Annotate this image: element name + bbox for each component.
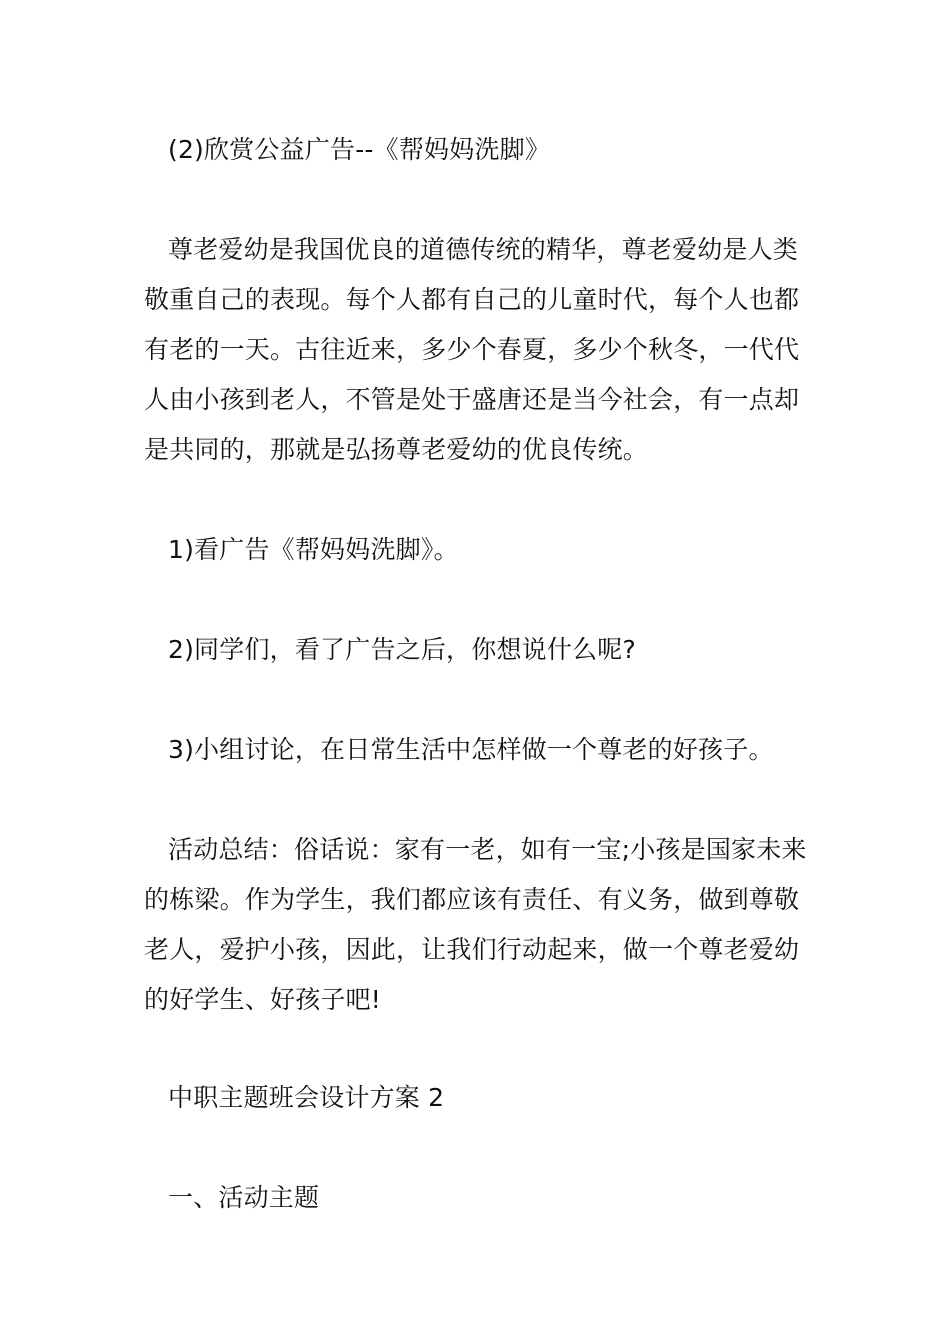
paragraph-activity-summary: 活动总结：俗话说：家有一老，如有一宝;小孩是国家未来的栋梁。作为学生，我们都应该有责任、有义务，做到尊敬老人，爱护小孩，因此，让我们行动起来，做一个尊老爱幼的好学生、好孩子吧! — [144, 835, 807, 1014]
paragraph-step-1: 1)看广告《帮妈妈洗脚》。 — [168, 535, 459, 564]
section-heading-activity-theme: 一、活动主题 — [168, 1183, 320, 1212]
paragraph-step-3: 3)小组讨论，在日常生活中怎样做一个尊老的好孩子。 — [168, 735, 774, 764]
paragraph-step-2: 2)同学们，看了广告之后，你想说什么呢? — [168, 635, 636, 664]
paragraph-ad-appreciation: (2)欣赏公益广告--《帮妈妈洗脚》 — [168, 135, 551, 164]
section-heading-plan-2: 中职主题班会设计方案 2 — [168, 1083, 445, 1112]
paragraph-respect-tradition: 尊老爱幼是我国优良的道德传统的精华，尊老爱幼是人类敬重自己的表现。每个人都有自己的儿童时代，每个人也都有老的一天。古往近来，多少个春夏，多少个秋冬，一代代人由小孩到老人，不管是处于盛唐还是当今社会，有一点却是共同的，那就是弘扬尊老爱幼的优良传统。 — [144, 235, 800, 464]
